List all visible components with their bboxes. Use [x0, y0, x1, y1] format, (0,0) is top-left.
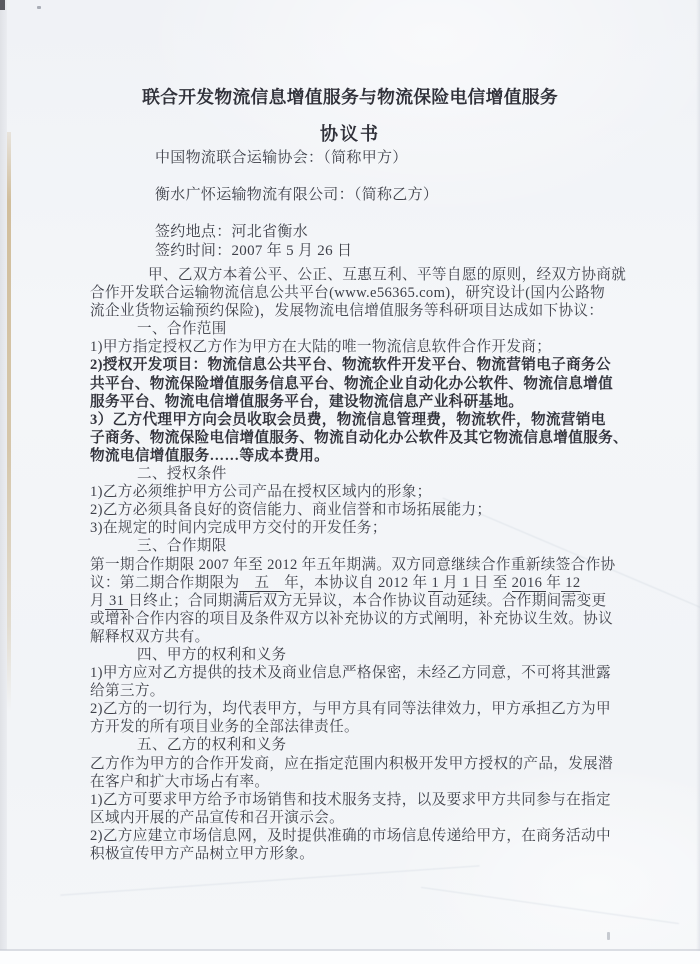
- body-line: 物流电信增值服务……等成本费用。: [90, 447, 330, 464]
- body-line: 2)乙方的一切行为，均代表甲方，与甲方具有同等法律效力，甲方承担乙方为甲: [90, 701, 611, 718]
- body-line: 在客户和扩大市场占有率。: [90, 773, 270, 790]
- text-segment: 议：第二期合作期限为: [90, 574, 240, 591]
- body-line: 甲、乙双方本着公平、公正、互惠互利、平等自愿的原则，经双方协商就: [148, 267, 627, 283]
- section-heading: 五、乙方的权利和义务: [137, 737, 287, 754]
- paper-crease: [60, 865, 479, 895]
- paper-crease: [421, 887, 679, 924]
- body-line: 或增补合作内容的项目及条件双方以补充协议的方式阐明，补充协议生效。协议: [90, 610, 614, 627]
- body-line: 2)授权开发项目：物流信息公共平台、物流软件开发平台、物流营销电子商务公: [90, 357, 611, 374]
- body-line: 第一期合作期限 2007 年至 2012 年五年期满。双方同意继续合作重新续签合作协: [90, 556, 616, 573]
- text-segment: 年: [546, 574, 562, 591]
- fill-in-blank: 1: [458, 574, 474, 591]
- fill-in-blank: 12: [561, 574, 581, 591]
- document-subtitle: 协议书: [320, 124, 380, 144]
- section-heading: 三、合作期限: [137, 538, 227, 555]
- body-line: 服务平台、物流电信增值服务平台，建设物流信息产业科研基地。: [90, 393, 524, 410]
- scan-corner-mark: [0, 0, 5, 10]
- body-line: 流企业货物运输预约保险)，发展物流电信增值服务等科研项目达成如下协议：: [90, 303, 604, 320]
- fill-in-blank: 五: [239, 574, 285, 591]
- party-b-line: 衡水广怀运输物流有限公司：（简称乙方）: [155, 187, 439, 203]
- text-segment: 日 至: [473, 574, 512, 591]
- body-line: 给第三方。: [90, 683, 165, 700]
- body-line: 解释权双方共有。: [90, 628, 210, 645]
- body-line: 2)乙方必须具备良好的资信能力、商业信誉和市场拓展能力；: [90, 502, 492, 519]
- scan-bottom-strip: [0, 951, 700, 964]
- text-segment: 月: [443, 574, 459, 591]
- party-a-line: 中国物流联合运输协会：（简称甲方）: [155, 150, 408, 166]
- body-line: 3）乙方代理甲方向会员收取会员费，物流信息管理费，物流软件，物流营销电: [90, 411, 606, 428]
- body-line: 乙方作为甲方的合作开发商，应在指定范围内积极开发甲方授权的产品，发展潜: [90, 755, 614, 772]
- body-line: [90, 574, 650, 592]
- body-line: 1)乙方可要求甲方给予市场销售和技术服务支持，以及要求甲方共同参与在指定: [90, 791, 611, 808]
- body-line: 2)乙方应建立市场信息网，及时提供准确的市场信息传递给甲方，在商务活动中: [90, 827, 611, 844]
- section-heading: 一、合作范围: [137, 321, 227, 338]
- text-segment: 年，本协议自 2012 年: [284, 574, 428, 591]
- body-line: 积极宣传甲方产品树立甲方形象。: [90, 846, 315, 862]
- body-line: 1)甲方指定授权乙方作为甲方在大陆的唯一物流信息软件合作开发商；: [90, 339, 552, 356]
- fill-in-blank: 1: [427, 574, 444, 591]
- body-line: 合作开发联合运输物流信息公共平台(www.e56365.com)，研究设计(国内公路物: [90, 285, 606, 302]
- section-heading: 二、授权条件: [137, 466, 227, 483]
- body-lines: [90, 266, 650, 863]
- text-segment: 月: [90, 592, 105, 609]
- body-line: 区域内开展的产品宣传和召开演示会。: [90, 809, 345, 826]
- scan-paper-edge-artifact: [7, 132, 11, 712]
- body-line: 3)在规定的时间内完成甲方交付的开发任务；: [90, 520, 387, 537]
- scan-speck: [37, 6, 41, 9]
- document-title: 联合开发物流信息增值服务与物流保险电信增值服务: [142, 87, 558, 107]
- body-line: 共平台、物流保险增值服务信息平台、物流企业自动化办公软件、物流信息增值: [90, 375, 614, 392]
- fill-in-blank: 2016: [511, 574, 547, 591]
- signing-date-line: 签约时间：2007 年 5 月 26 日: [155, 243, 353, 259]
- body-line: 子商务、物流保险电信增值服务、物流自动化办公软件及其它物流信息增值服务、: [90, 429, 628, 446]
- scan-speck: [607, 932, 610, 940]
- body-line: 1)甲方应对乙方提供的技术及商业信息严格保密，未经乙方同意，不可将其泄露: [90, 665, 611, 682]
- fill-in-blank: 31: [104, 592, 129, 609]
- text-segment: 日终止；合同期满后双方无异议，本合作协议自动延续。合作期间需变更: [128, 592, 607, 609]
- section-heading: 四、甲方的权利和义务: [137, 646, 287, 663]
- body-line: 方开发的所有项目业务的全部法律责任。: [90, 719, 359, 736]
- body-line: 1)乙方必须维护甲方公司产品在授权区域内的形象；: [90, 484, 432, 501]
- signing-place-line: 签约地点：河北省衡水: [155, 224, 309, 240]
- body-line: [90, 592, 650, 610]
